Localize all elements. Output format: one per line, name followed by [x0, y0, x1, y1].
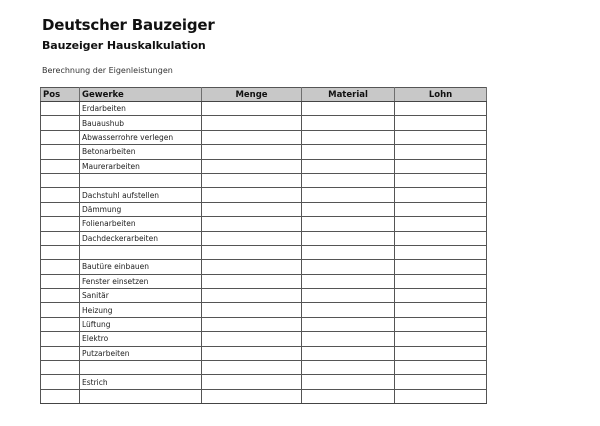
- calculation-table: [40, 87, 487, 404]
- table-row: [41, 245, 487, 259]
- cell-menge[interactable]: [202, 332, 302, 346]
- cell-lohn[interactable]: [395, 389, 487, 403]
- cell-gewerk[interactable]: Sanitär: [80, 289, 202, 303]
- table-row: [41, 303, 487, 317]
- cell-menge[interactable]: [202, 188, 302, 202]
- cell-gewerk[interactable]: [80, 245, 202, 259]
- cell-lohn[interactable]: [395, 375, 487, 389]
- cell-menge[interactable]: [202, 260, 302, 274]
- table-row: [41, 173, 487, 187]
- cell-menge[interactable]: [202, 173, 302, 187]
- cell-material[interactable]: [302, 116, 395, 130]
- cell-lohn[interactable]: [395, 145, 487, 159]
- cell-lohn[interactable]: [395, 116, 487, 130]
- column-header-material: Material: [302, 88, 395, 102]
- cell-pos[interactable]: [41, 303, 80, 317]
- cell-pos[interactable]: [41, 130, 80, 144]
- cell-material[interactable]: [302, 173, 395, 187]
- cell-material[interactable]: [302, 303, 395, 317]
- cell-material[interactable]: [302, 188, 395, 202]
- cell-pos[interactable]: [41, 231, 80, 245]
- cell-material[interactable]: [302, 245, 395, 259]
- cell-gewerk[interactable]: Estrich: [80, 375, 202, 389]
- cell-lohn[interactable]: [395, 202, 487, 216]
- cell-menge[interactable]: [202, 274, 302, 288]
- cell-gewerk[interactable]: [80, 173, 202, 187]
- cell-gewerk[interactable]: Dachdeckerarbeiten: [80, 231, 202, 245]
- cell-menge[interactable]: [202, 102, 302, 116]
- table-row: [41, 202, 487, 216]
- cell-material[interactable]: [302, 289, 395, 303]
- table-row: [41, 102, 487, 116]
- column-header-gewerke: Gewerke: [80, 88, 202, 102]
- table-row: [41, 130, 487, 144]
- section-note: Berechnung der Eigenleistungen: [42, 66, 173, 75]
- cell-gewerk[interactable]: Folienarbeiten: [80, 217, 202, 231]
- cell-menge[interactable]: [202, 361, 302, 375]
- cell-pos[interactable]: [41, 116, 80, 130]
- cell-material[interactable]: [302, 332, 395, 346]
- cell-pos[interactable]: [41, 332, 80, 346]
- cell-pos[interactable]: [41, 188, 80, 202]
- cell-lohn[interactable]: [395, 274, 487, 288]
- cell-menge[interactable]: [202, 375, 302, 389]
- cell-pos[interactable]: [41, 389, 80, 403]
- cell-material[interactable]: [302, 317, 395, 331]
- cell-pos[interactable]: [41, 346, 80, 360]
- cell-menge[interactable]: [202, 317, 302, 331]
- cell-gewerk[interactable]: Dachstuhl aufstellen: [80, 188, 202, 202]
- cell-gewerk[interactable]: Elektro: [80, 332, 202, 346]
- table-body: [41, 102, 487, 404]
- table-row: [41, 375, 487, 389]
- cell-gewerk[interactable]: Bauaushub: [80, 116, 202, 130]
- cell-menge[interactable]: [202, 159, 302, 173]
- cell-material[interactable]: [302, 130, 395, 144]
- cell-pos[interactable]: [41, 145, 80, 159]
- table-row: [41, 317, 487, 331]
- cell-gewerk[interactable]: Bautüre einbauen: [80, 260, 202, 274]
- cell-gewerk[interactable]: Fenster einsetzen: [80, 274, 202, 288]
- table-row: [41, 346, 487, 360]
- column-header-menge: Menge: [202, 88, 302, 102]
- table-row: [41, 188, 487, 202]
- cell-lohn[interactable]: [395, 102, 487, 116]
- cell-menge[interactable]: [202, 346, 302, 360]
- cell-gewerk[interactable]: Heizung: [80, 303, 202, 317]
- table-header-row: [41, 88, 487, 102]
- table-row: [41, 361, 487, 375]
- cell-lohn[interactable]: [395, 361, 487, 375]
- cell-gewerk[interactable]: Putzarbeiten: [80, 346, 202, 360]
- cell-material[interactable]: [302, 159, 395, 173]
- table-row: [41, 260, 487, 274]
- cell-material[interactable]: [302, 260, 395, 274]
- cell-lohn[interactable]: [395, 346, 487, 360]
- cell-menge[interactable]: [202, 130, 302, 144]
- cell-lohn[interactable]: [395, 231, 487, 245]
- cell-lohn[interactable]: [395, 303, 487, 317]
- cell-gewerk[interactable]: Lüftung: [80, 317, 202, 331]
- cell-pos[interactable]: [41, 375, 80, 389]
- cell-menge[interactable]: [202, 389, 302, 403]
- cell-material[interactable]: [302, 389, 395, 403]
- column-header-pos: Pos: [41, 88, 80, 102]
- cell-pos[interactable]: [41, 217, 80, 231]
- cell-menge[interactable]: [202, 202, 302, 216]
- table-row: [41, 217, 487, 231]
- cell-gewerk[interactable]: Betonarbeiten: [80, 145, 202, 159]
- cell-material[interactable]: [302, 102, 395, 116]
- document-subtitle: Bauzeiger Hauskalkulation: [42, 39, 206, 52]
- cell-lohn[interactable]: [395, 217, 487, 231]
- cell-pos[interactable]: [41, 274, 80, 288]
- table-row: [41, 389, 487, 403]
- cell-gewerk[interactable]: [80, 361, 202, 375]
- cell-pos[interactable]: [41, 245, 80, 259]
- column-header-lohn: Lohn: [395, 88, 487, 102]
- cell-pos[interactable]: [41, 102, 80, 116]
- cell-menge[interactable]: [202, 145, 302, 159]
- cell-menge[interactable]: [202, 116, 302, 130]
- table-row: [41, 116, 487, 130]
- cell-menge[interactable]: [202, 217, 302, 231]
- cell-material[interactable]: [302, 375, 395, 389]
- table-row: [41, 332, 487, 346]
- cell-gewerk[interactable]: Maurerarbeiten: [80, 159, 202, 173]
- cell-menge[interactable]: [202, 303, 302, 317]
- cell-material[interactable]: [302, 145, 395, 159]
- cell-lohn[interactable]: [395, 332, 487, 346]
- cell-pos[interactable]: [41, 260, 80, 274]
- table-row: [41, 231, 487, 245]
- cell-lohn[interactable]: [395, 188, 487, 202]
- cell-lohn[interactable]: [395, 159, 487, 173]
- cell-pos[interactable]: [41, 289, 80, 303]
- cell-material[interactable]: [302, 217, 395, 231]
- cell-material[interactable]: [302, 346, 395, 360]
- cell-material[interactable]: [302, 231, 395, 245]
- table-row: [41, 274, 487, 288]
- cell-gewerk[interactable]: Abwasserrohre verlegen: [80, 130, 202, 144]
- cell-lohn[interactable]: [395, 317, 487, 331]
- cell-pos[interactable]: [41, 202, 80, 216]
- cell-pos[interactable]: [41, 361, 80, 375]
- cell-gewerk[interactable]: Dämmung: [80, 202, 202, 216]
- cell-lohn[interactable]: [395, 173, 487, 187]
- cell-lohn[interactable]: [395, 289, 487, 303]
- table-row: [41, 159, 487, 173]
- table-row: [41, 145, 487, 159]
- document-title: Deutscher Bauzeiger: [42, 16, 215, 34]
- cell-menge[interactable]: [202, 289, 302, 303]
- cell-menge[interactable]: [202, 245, 302, 259]
- cell-lohn[interactable]: [395, 245, 487, 259]
- cell-gewerk[interactable]: Erdarbeiten: [80, 102, 202, 116]
- cell-pos[interactable]: [41, 159, 80, 173]
- table-row: [41, 289, 487, 303]
- cell-pos[interactable]: [41, 173, 80, 187]
- cell-pos[interactable]: [41, 317, 80, 331]
- cell-gewerk[interactable]: [80, 389, 202, 403]
- cell-material[interactable]: [302, 202, 395, 216]
- cell-menge[interactable]: [202, 231, 302, 245]
- cell-lohn[interactable]: [395, 260, 487, 274]
- cell-lohn[interactable]: [395, 130, 487, 144]
- cell-material[interactable]: [302, 274, 395, 288]
- cell-material[interactable]: [302, 361, 395, 375]
